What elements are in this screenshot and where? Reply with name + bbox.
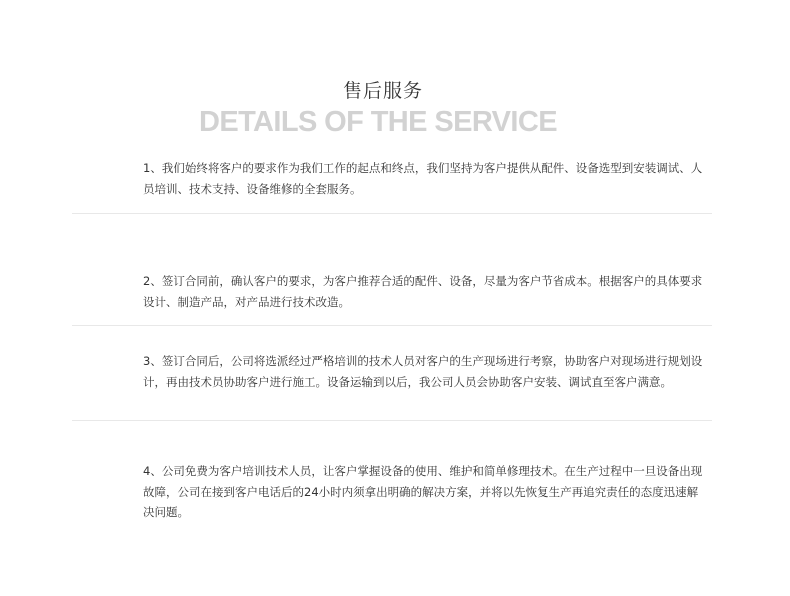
service-item-3: 3、签订合同后，公司将选派经过严格培训的技术人员对客户的生产现场进行考察，协助客户对现场进行规划设计，再由技术员协助客户进行施工。设备运输到以后，我公司人员会协助客户安装、调试直至客户满意。: [143, 354, 703, 389]
service-item-2: 2、签订合同前，确认客户的要求，为客户推荐合适的配件、设备，尽量为客户节省成本。根据客户的具体要求设计、制造产品，对产品进行技术改造。: [143, 274, 703, 309]
service-item-1: 1、我们始终将客户的要求作为我们工作的起点和终点，我们坚持为客户提供从配件、设备选型到安装调试、人员培训、技术支持、设备维修的全套服务。: [143, 161, 703, 196]
divider: [72, 420, 712, 421]
service-item-4: 4、公司免费为客户培训技术人员，让客户掌握设备的使用、维护和简单修理技术。在生产过程中一旦设备出现故障，公司在接到客户电话后的24小时内须拿出明确的解决方案，并将以先恢复生产再追究责任的态度迅速解决问题。: [143, 464, 703, 519]
section-subtitle: DETAILS OF THE SERVICE: [199, 106, 557, 138]
divider: [72, 213, 712, 214]
divider: [72, 325, 712, 326]
section-title: 售后服务: [342, 80, 423, 102]
